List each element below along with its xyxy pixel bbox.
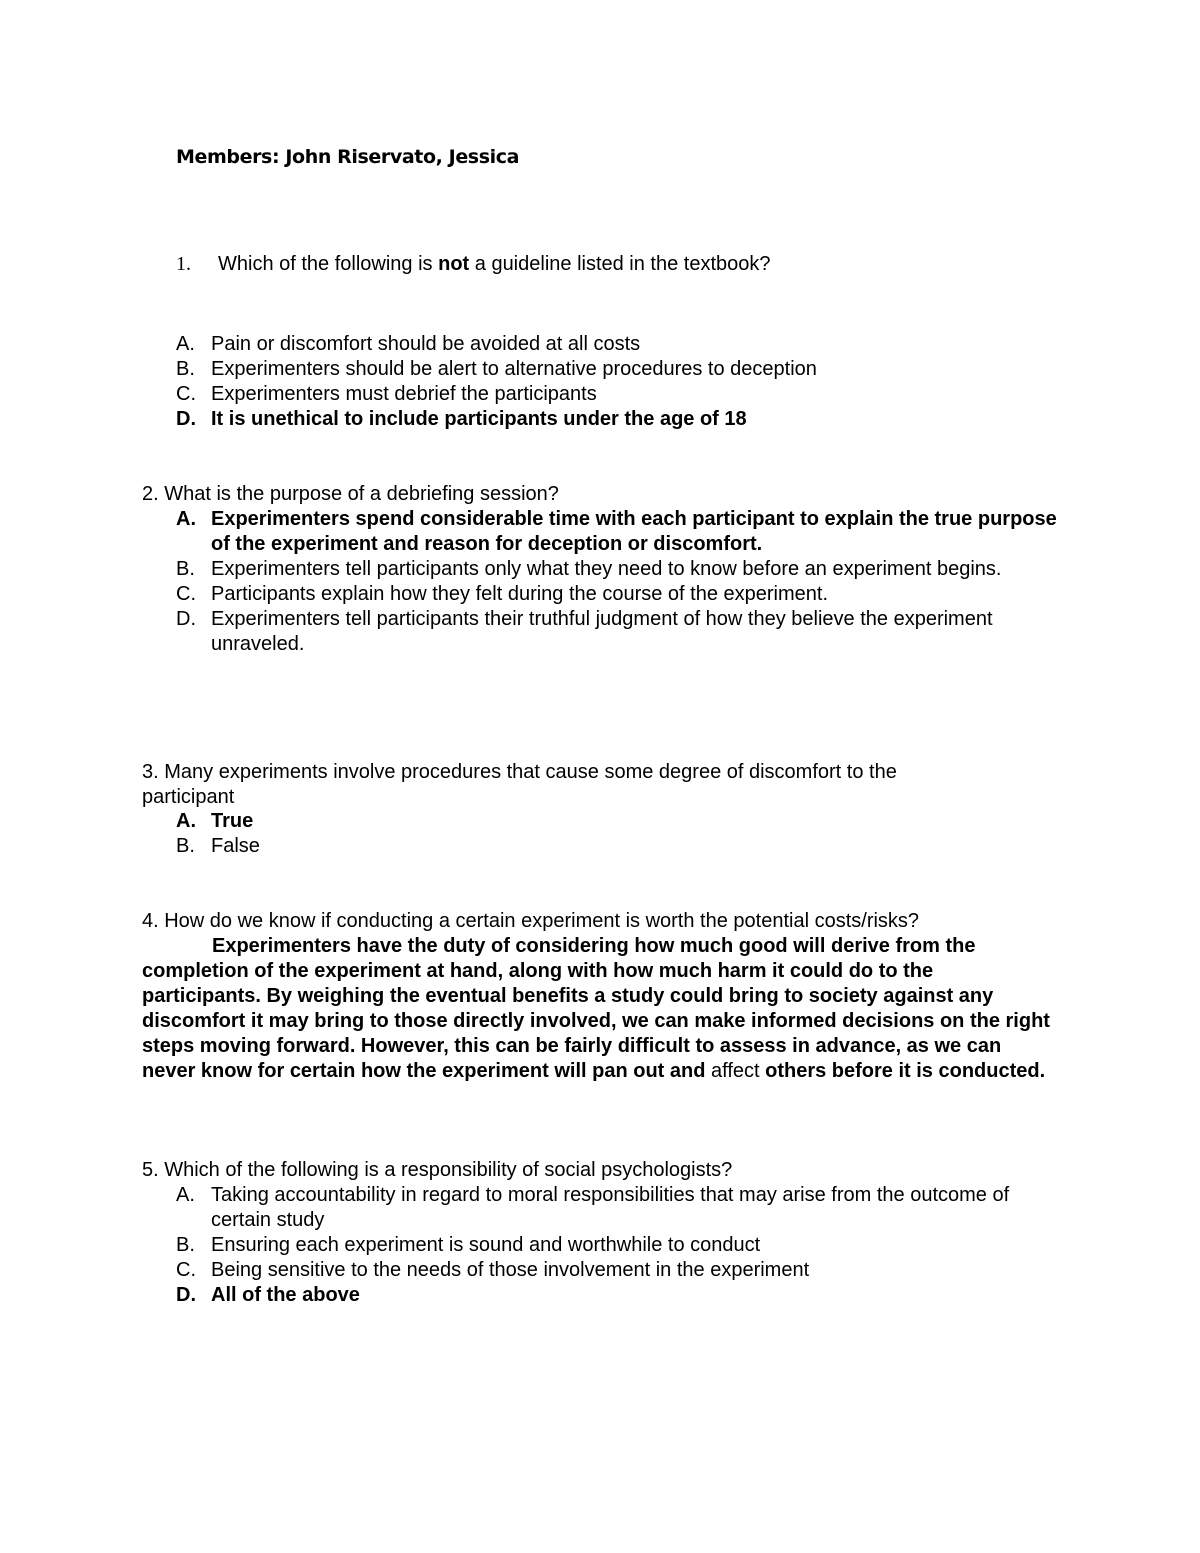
option-text: Experimenters tell participants only what they need to know before an experiment begins.	[211, 558, 1002, 580]
option-text: Taking accountability in regard to moral responsibilities that may arise from the outcome of certain study	[211, 1184, 1010, 1231]
question-1-emphasis: not	[438, 253, 470, 275]
option-text: Experimenters tell participants their truthful judgment of how they believe the experiment unraveled.	[211, 608, 993, 655]
question-5-option-a	[176, 1183, 1066, 1233]
option-letter: A.	[176, 508, 196, 530]
question-1-number: 1.	[176, 253, 191, 275]
option-text: Being sensitive to the needs of those involvement in the experiment	[211, 1259, 810, 1281]
question-3-options	[176, 809, 1066, 859]
option-letter: B.	[176, 1234, 195, 1256]
option-letter: C.	[176, 383, 196, 405]
question-1-suffix: a guideline listed in the textbook?	[469, 253, 771, 275]
option-letter: A.	[176, 1184, 195, 1206]
option-text: Experimenters must debrief the participants	[211, 383, 597, 405]
question-1-option-d-correct	[176, 407, 1066, 432]
answer-text-bold-end: others before it is conducted.	[759, 1060, 1046, 1082]
answer-text-bold: Experimenters have the duty of considering how much good will derive from the completion of the experiment at hand, along with how much harm it could do to the participants. By weighing the eventual benefits a study could bring to society against any discomfort it may bring to those directly involved, we can make informed decisions on the right steps moving forward. However, this can be fairly difficult to assess in advance, as we can never know for certain how the experiment will pan out and	[142, 935, 1050, 1082]
question-5-option-c	[176, 1258, 1066, 1283]
question-1-option-c	[176, 382, 1066, 407]
question-5-option-b	[176, 1233, 1066, 1258]
question-4-answer	[142, 934, 1052, 1084]
question-3-option-a-correct	[176, 809, 1066, 834]
question-5-option-d-correct	[176, 1283, 1066, 1308]
question-4: 4. How do we know if conducting a certain experiment is worth the potential costs/risks?	[142, 910, 920, 932]
question-2-option-c	[176, 582, 1066, 607]
question-5-options	[176, 1183, 1066, 1308]
question-1-prefix: Which of the following is	[218, 253, 439, 275]
option-text: Ensuring each experiment is sound and worthwhile to conduct	[211, 1234, 761, 1256]
question-1	[176, 252, 771, 277]
option-text: Pain or discomfort should be avoided at all costs	[211, 333, 641, 355]
option-letter: D.	[176, 408, 196, 430]
option-text: It is unethical to include participants under the age of 18	[211, 408, 747, 430]
question-2-option-a-correct	[176, 507, 1066, 557]
option-text: Experimenters spend considerable time with each participant to explain the true purpose of the experiment and reason for deception or discomfort.	[211, 508, 1057, 555]
option-text: All of the above	[211, 1284, 360, 1306]
option-letter: B.	[176, 835, 195, 857]
question-2-option-b	[176, 557, 1066, 582]
question-2: 2. What is the purpose of a debriefing session?	[142, 483, 559, 505]
question-2-option-d	[176, 607, 1066, 657]
option-letter: D.	[176, 1284, 196, 1306]
option-text: Participants explain how they felt during the course of the experiment.	[211, 583, 829, 605]
question-3: 3. Many experiments involve procedures that cause some degree of discomfort to the participant	[142, 761, 897, 808]
members-heading: Members: John Riservato, Jessica	[176, 146, 520, 168]
option-letter: B.	[176, 358, 195, 380]
question-5: 5. Which of the following is a responsibility of social psychologists?	[142, 1159, 733, 1181]
option-letter: A.	[176, 333, 195, 355]
question-3-option-b	[176, 834, 1066, 859]
option-letter: D.	[176, 608, 196, 630]
option-text: True	[211, 810, 254, 832]
answer-text-plain: affect	[705, 1060, 760, 1082]
question-1-option-a	[176, 332, 1066, 357]
question-1-option-b	[176, 357, 1066, 382]
question-2-options	[176, 507, 1066, 657]
question-1-options	[176, 332, 1066, 432]
option-text: False	[211, 835, 260, 857]
option-letter: C.	[176, 1259, 196, 1281]
option-letter: C.	[176, 583, 196, 605]
option-text: Experimenters should be alert to alternative procedures to deception	[211, 358, 817, 380]
option-letter: B.	[176, 558, 195, 580]
option-letter: A.	[176, 810, 196, 832]
